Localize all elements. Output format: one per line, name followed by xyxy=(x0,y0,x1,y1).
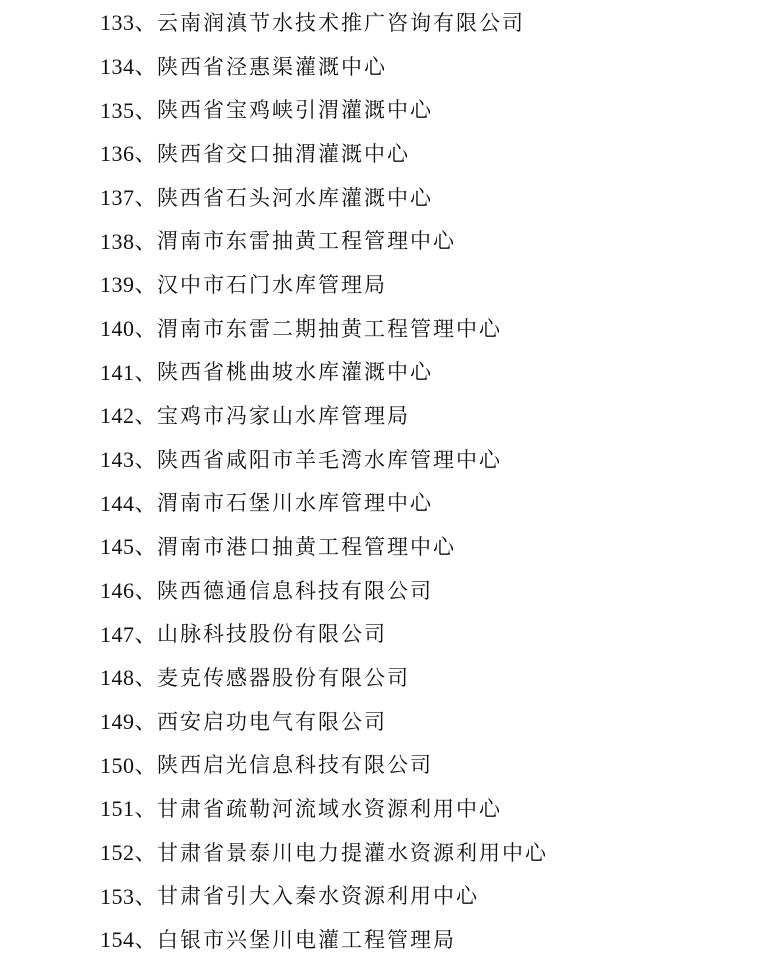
item-number: 140、 xyxy=(100,316,158,342)
item-number: 133、 xyxy=(100,10,158,36)
item-name: 云南润滇节水技术推广咨询有限公司 xyxy=(157,10,526,35)
list-item xyxy=(0,524,775,568)
list-item xyxy=(0,0,775,44)
item-number: 145、 xyxy=(100,534,158,560)
item-name: 甘肃省疏勒河流域水资源利用中心 xyxy=(157,796,503,821)
list-item xyxy=(0,830,775,874)
item-name: 陕西省石头河水库灌溉中心 xyxy=(157,185,434,210)
list-item xyxy=(0,393,775,437)
item-name: 渭南市港口抽黄工程管理中心 xyxy=(157,534,457,559)
item-name: 渭南市石堡川水库管理中心 xyxy=(157,491,434,516)
item-number: 144、 xyxy=(100,490,158,516)
list-item xyxy=(0,699,775,743)
item-number: 150、 xyxy=(100,752,158,778)
list-item xyxy=(0,349,775,393)
list-item xyxy=(0,917,775,961)
item-name: 渭南市东雷抽黄工程管理中心 xyxy=(157,229,457,254)
item-name: 麦克传感器股份有限公司 xyxy=(157,665,411,690)
list-item xyxy=(0,873,775,917)
item-name: 陕西省宝鸡峡引渭灌溉中心 xyxy=(157,98,434,123)
item-number: 136、 xyxy=(100,141,158,167)
item-name: 陕西省咸阳市羊毛湾水库管理中心 xyxy=(157,447,503,472)
item-name: 陕西省泾惠渠灌溉中心 xyxy=(157,54,388,79)
item-name: 宝鸡市冯家山水库管理局 xyxy=(157,403,411,428)
list-item xyxy=(0,87,775,131)
item-name: 汉中市石门水库管理局 xyxy=(157,272,388,297)
list-item xyxy=(0,262,775,306)
list-item xyxy=(0,611,775,655)
item-number: 143、 xyxy=(100,447,158,473)
item-name: 陕西德通信息科技有限公司 xyxy=(157,578,434,603)
item-number: 151、 xyxy=(100,796,158,822)
item-name: 西安启功电气有限公司 xyxy=(157,709,388,734)
item-name: 甘肃省引大入秦水资源利用中心 xyxy=(157,884,480,909)
item-name: 甘肃省景泰川电力提灌水资源利用中心 xyxy=(157,840,549,865)
list-item xyxy=(0,655,775,699)
item-number: 152、 xyxy=(100,840,158,866)
item-name: 渭南市东雷二期抽黄工程管理中心 xyxy=(157,316,503,341)
item-number: 139、 xyxy=(100,272,158,298)
list-item xyxy=(0,480,775,524)
list-item xyxy=(0,44,775,88)
item-number: 138、 xyxy=(100,228,158,254)
item-name: 山脉科技股份有限公司 xyxy=(157,622,388,647)
item-name: 陕西省交口抽渭灌溉中心 xyxy=(157,141,411,166)
item-number: 148、 xyxy=(100,665,158,691)
list-item xyxy=(0,786,775,830)
list-item xyxy=(0,742,775,786)
item-number: 149、 xyxy=(100,709,158,735)
list-item xyxy=(0,175,775,219)
list-item xyxy=(0,218,775,262)
item-number: 141、 xyxy=(100,359,158,385)
item-number: 137、 xyxy=(100,185,158,211)
list-item xyxy=(0,568,775,612)
item-number: 153、 xyxy=(100,883,158,909)
item-name: 陕西省桃曲坡水库灌溉中心 xyxy=(157,360,434,385)
item-name: 白银市兴堡川电灌工程管理局 xyxy=(157,927,457,952)
item-number: 135、 xyxy=(100,97,158,123)
list-item xyxy=(0,306,775,350)
list-item xyxy=(0,437,775,481)
item-number: 146、 xyxy=(100,578,158,604)
item-number: 147、 xyxy=(100,621,158,647)
item-number: 154、 xyxy=(100,927,158,953)
item-name: 陕西启光信息科技有限公司 xyxy=(157,753,434,778)
item-number: 134、 xyxy=(100,54,158,79)
list-item xyxy=(0,131,775,175)
item-number: 142、 xyxy=(100,403,158,429)
